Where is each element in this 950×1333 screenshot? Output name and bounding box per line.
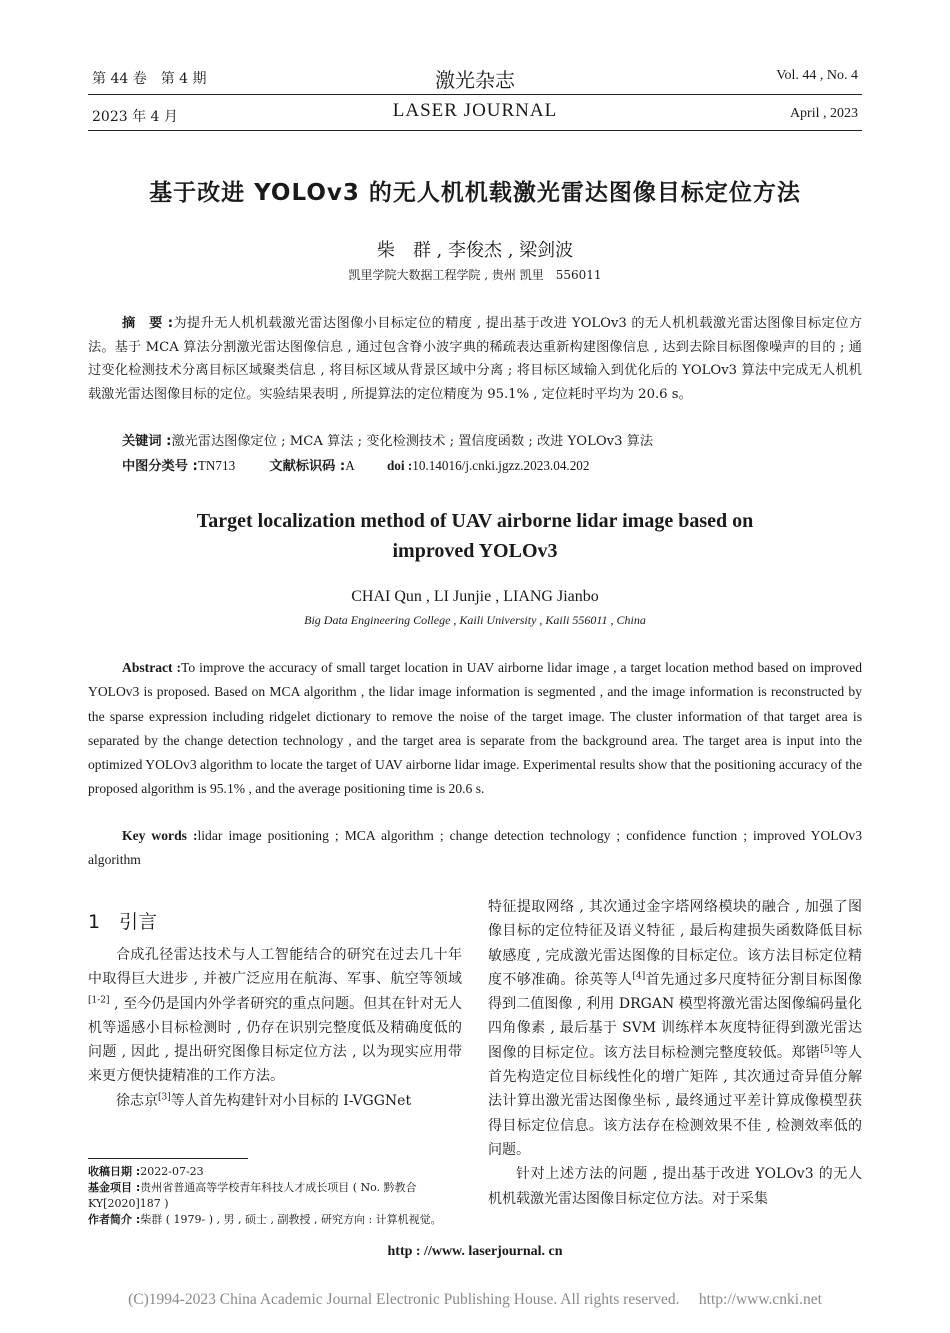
clc-value: TN713 (197, 458, 236, 473)
paper-title-en-line2: improved YOLOv3 (392, 540, 558, 562)
author-bio-label: 作者简介 : (88, 1213, 141, 1226)
classification-line (88, 454, 862, 479)
header-divider-top (88, 94, 862, 95)
keywords-en-text: lidar image positioning ; MCA algorithm ; change detection technology ; confidence function ; improved YOLOv3 algorithm (88, 828, 863, 868)
received-label: 收稿日期 : (88, 1165, 141, 1178)
footnote-received (88, 1164, 468, 1180)
doc-code-value: A (345, 458, 355, 473)
paper-title-en (100, 506, 850, 566)
abstract-cn (88, 312, 862, 406)
citation-ref: [4] (632, 971, 646, 982)
body-column-left (88, 943, 462, 1113)
doc-code-label: 文献标识码 : (269, 459, 346, 474)
affiliation-en: Big Data Engineering College , Kaili University , Kaili 556011 , China (304, 613, 646, 627)
author-bio-value: 柴群 ( 1979- ) , 男 , 硕士 , 副教授 , 研究方向 : 计算机视觉。 (140, 1213, 442, 1226)
header-volume-issue-en: Vol. 44 , No. 4 (776, 68, 858, 83)
paper-title-cn: 基于改进 YOLOv3 的无人机机载激光雷达图像目标定位方法 (149, 180, 801, 206)
doi-value: 10.14016/j.cnki.jgzz.2023.04.202 (412, 458, 590, 473)
intro-paragraph-3: 针对上述方法的问题 , 提出基于改进 YOLOv3 的无人机机载激光雷达图像目标定位方法。对于采集 (488, 1166, 862, 1207)
intro-p2-cont-tail: 等人首先构造定位目标线性化的增广矩阵 , 其次通过奇异值分解法计算出激光雷达图像坐标 , 最终通过平差计算成像模型获得目标定位信息。该方法存在检测效果不佳 , 检测效率低的问题。 (488, 1044, 863, 1158)
body-column-right (488, 895, 862, 1211)
copyright-watermark: (C)1994-2023 China Academic Journal Electronic Publishing House. All rights reserved. http://www.cnki.net (128, 1291, 822, 1308)
keywords-en-label: Key words : (122, 828, 198, 843)
keywords-cn (88, 430, 862, 454)
doi-label: doi : (386, 458, 413, 473)
intro-p2-cont-mid: 首先通过多尺度特征分割目标图像得到二值图像 , 利用 DRGAN 模型将激光雷达图像编码量化四角像素 , 最后基于 SVM 训练样本灰度特征得到激光雷达图像的目标定位。该方法目标检测完整度较低。郑锴 (488, 971, 862, 1061)
keywords-en (88, 824, 862, 873)
header-divider-bottom (88, 130, 862, 131)
affiliation-cn: 凯里学院大数据工程学院 , 贵州 凯里 556011 (348, 268, 602, 282)
header-volume-issue-cn: 第 44 卷 第 4 期 (92, 71, 207, 87)
fund-value: 贵州省普通高等学校青年科技人才成长项目 ( No. 黔教合 KY[2020]187 ) (88, 1181, 417, 1210)
journal-name-en: LASER JOURNAL (392, 100, 558, 121)
intro-paragraph-2 (88, 1089, 462, 1113)
abstract-en (88, 656, 862, 802)
journal-url[interactable]: http : //www. laserjournal. cn (387, 1244, 563, 1259)
clc-label: 中图分类号 : (122, 459, 198, 474)
intro-paragraph-1 (88, 943, 462, 1089)
authors-en: CHAI Qun , LI Junjie , LIANG Jianbo (351, 588, 599, 605)
intro-p2-text: 徐志京 (116, 1092, 158, 1109)
footnote-divider (88, 1158, 248, 1159)
abstract-en-text: To improve the accuracy of small target location in UAV airborne lidar image , a target location method based on improved YOLOv3 is proposed. Based on MCA algorithm , the lidar image information is segmented , and the image information is reconstructed by the sparse expression including ridgelet dictionary to remove the noise of the target image. The cluster information of that target area is separated by the change detection technology , and the target area is separate from the background area. The target area is input into the optimized YOLOv3 algorithm to locate the target of UAV airborne lidar image. Experimental results show that the positioning accuracy of the proposed algorithm is 95.1% , and the average positioning time is 20.6 s. (88, 660, 862, 797)
section-heading-introduction: 1 引言 (88, 911, 158, 933)
paper-title-en-line1: Target localization method of UAV airborne lidar image based on (196, 510, 754, 532)
intro-p1-tail: , 至今仍是国内外学者研究的重点问题。但其在针对无人机等遥感小目标检测时 , 仍存在识别完整度低及精确度低的问题 , 因此 , 提出研究图像目标定位方法 , 以为现实应用带来更方便快捷精准的工作方法。 (88, 995, 462, 1085)
abstract-cn-text: 为提升无人机机载激光雷达图像小目标定位的精度 , 提出基于改进 YOLOv3 的无人机机载激光雷达图像目标定位方法。基于 MCA 算法分割激光雷达图像信息 , 通过包含脊小波字典的稀疏表达重新构建图像信息 , 达到去除目标图像噪声的目的 ; 通过变化检测技术分离目标区域聚类信息 , 将目标区域从背景区域中分离 ; 将目标区域输入到优化后的 YOLOv3 算法中完成无人机机载激光雷达图像目标的定位。实验结果表明 , 所提算法的定位精度为 95.1% , 定位耗时平均为 20.6 s。 (88, 316, 862, 402)
citation-ref: [3] (158, 1092, 171, 1103)
footnote-author (88, 1212, 468, 1228)
header-date-en: April , 2023 (789, 106, 858, 121)
authors-cn: 柴 群 , 李俊杰 , 梁剑波 (376, 240, 574, 261)
intro-p2-tail: 等人首先构建针对小目标的 I-VGGNet (170, 1092, 412, 1109)
intro-p1-text: 合成孔径雷达技术与人工智能结合的研究在过去几十年中取得巨大进步 , 并被广泛应用在航海、军事、航空等领域 (88, 947, 462, 988)
header-date-cn: 2023 年 4 月 (92, 109, 178, 125)
abstract-cn-label: 摘 要 : (122, 316, 174, 331)
citation-ref: [1-2] (88, 994, 110, 1005)
intro-p2-cont-text: 特征提取网络 , 其次通过金字塔网络模块的融合 , 加强了图像目标的定位特征及语义特征 , 最后构建损失函数降低目标敏感度 , 完成激光雷达图像的目标定位。该方法目标定位精度不够准确。徐英等人 (488, 899, 862, 988)
received-value: 2022-07-23 (140, 1165, 204, 1178)
journal-name-cn: 激光杂志 (435, 68, 515, 92)
fund-label: 基金项目 : (88, 1181, 141, 1194)
citation-ref: [5] (820, 1044, 834, 1055)
intro-paragraph-2-continued (488, 895, 862, 1162)
keywords-cn-text: 激光雷达图像定位 ; MCA 算法 ; 变化检测技术 ; 置信度函数 ; 改进 YOLOv3 算法 (171, 434, 654, 449)
footnote-fund (88, 1180, 468, 1211)
keywords-cn-label: 关键词 : (122, 434, 172, 449)
abstract-en-label: Abstract : (122, 660, 182, 675)
